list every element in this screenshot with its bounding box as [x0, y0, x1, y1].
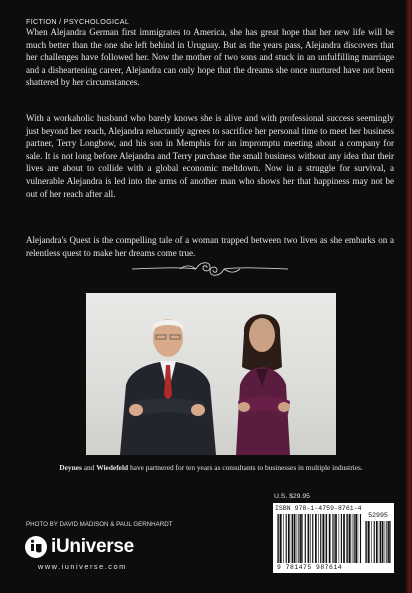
authors-caption-and: and — [81, 463, 97, 472]
publisher-url: www.iuniverse.com — [38, 562, 127, 571]
spine-edge — [406, 0, 412, 593]
author-photo — [86, 293, 336, 455]
blurb-paragraph-2: With a workaholic husband who barely knows she is alive and with professional success seemingly just beyond her reach, Alejandra reluctantly agrees to sacrifice her personal time to meet her business partner, Terry Longbow, and his son in Memphis for an impromptu meeting about a company for sale. It is not long before Alejandra and Terry purchase the small business without any idea that their lives are about to collide with a global economic meltdown. Now in a struggle for survival, a vulnerable Alejandra is led into the arms of another man who shows her that happiness may not be out of her reach after all. — [26, 113, 394, 199]
blurb-paragraph-3: Alejandra's Quest is the compelling tale of a woman trapped between two lives as she embarks on a relentless quest to make her dreams come true. — [26, 235, 394, 258]
isbn-label: ISBN 978-1-4759-8761-4 — [275, 505, 362, 512]
photo-credit: PHOTO BY DAVID MADISON & PAUL GERNHARDT — [26, 521, 173, 528]
author-name-2: Wiedefeld — [96, 463, 129, 472]
price-label: U.S. $29.95 — [274, 493, 310, 500]
barcode — [273, 503, 394, 573]
barcode-bars — [273, 503, 394, 573]
publisher-logo — [25, 535, 134, 559]
publisher-logo-icon — [25, 536, 47, 558]
blurb-paragraph-1: When Alejandra German first immigrates to America, she has great hope that her new life will be much better than the one she left behind in Uruguay. But as the years pass, Alejandra discovers that her challenges have followed her. Now the mother of two sons and stuck in an unfulfilling marriage and a disheartening career, Alejandra can only hope that the dreams she once nurtured have not been shattered by her circumstances. — [26, 27, 394, 88]
category-label: FICTION / PSYCHOLOGICAL — [26, 17, 130, 26]
barcode-digits: 9 781475 987614 — [277, 564, 343, 571]
author-name-1: Deynes — [59, 463, 82, 472]
authors-caption-rest: have partnered for ten years as consultants to businesses in multiple industries. — [128, 463, 363, 472]
price-code: 52995 — [368, 512, 388, 519]
publisher-name: iUniverse — [51, 536, 134, 557]
authors-caption — [26, 463, 396, 472]
decorative-flourish — [130, 258, 290, 280]
